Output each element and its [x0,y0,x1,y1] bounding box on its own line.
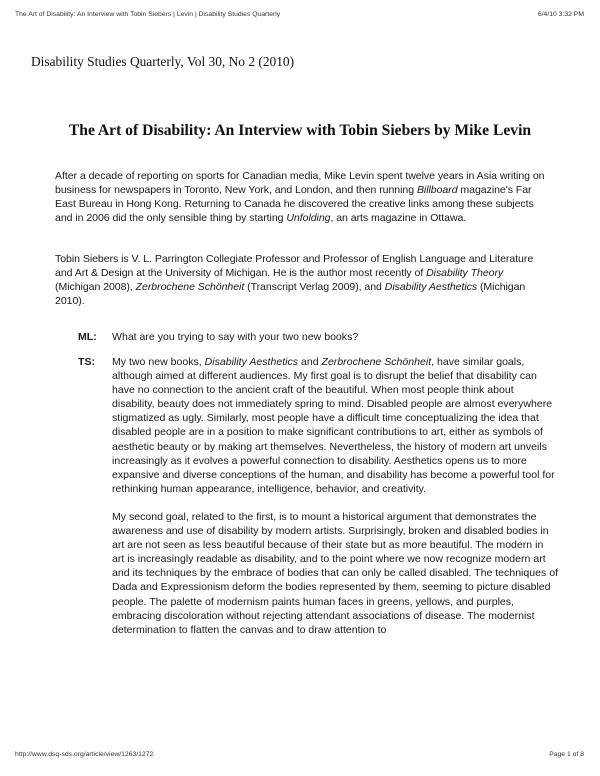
speaker-label: TS: [78,356,95,368]
interview-answer [78,355,558,651]
print-footer [0,740,600,776]
footer-url: http://www.dsq-sds.org/article/view/1263/1272 [15,751,154,758]
question-text: What are you trying to say with your two new books? [112,331,359,343]
header-page-title: The Art of Disability: An Interview with Tobin Siebers | Levin | Disability Studies Quarterly [15,11,281,18]
answer-text [112,355,558,651]
answer-paragraph: My second goal, related to the first, is to mount a historical argument that demonstrates the awareness and use of disability by modern artists. Surprisingly, broken and disabled bodies in art are not seen as less beautiful because of their state but as more beautiful. The modern in art is increasingly readable as disability, and to the point where we now recognize modern art and its techniques by the embrace of bodies that can only be called disabled. The techniques of Dada and Expressionism deform the bodies represented by them, seeming to picture disabled people. The palette of modernism paints human faces in greens, yellows, and purples, embracing discoloration without rejecting attendant associations of disease. The modernist determination to flatten the canvas and to draw attention to [112,510,558,636]
journal-citation: Disability Studies Quarterly, Vol 30, No 2 (2010) [31,54,295,69]
intro-paragraph-subject: Tobin Siebers is V. L. Parrington Collegiate Professor and Professor of English Language and Literature and Art & Design at the University of Michigan. He is the author most recently of Disability Theory (Michigan 2008), Zerbrochene Schönheit (Transcript Verlag 2009), and Disability Aesthetics (Michigan 2010). [55,253,534,308]
intro-paragraph-author: After a decade of reporting on sports for Canadian media, Mike Levin spent twelve years in Asia writing on business for newspapers in Toronto, New York, and London, and then running Billboard magazine's Far East Bureau in Hong Kong. Returning to Canada he discovered the creative links among these subjects and in 2006 did the only sensible thing by starting Unfolding, an arts magazine in Ottawa. [55,170,545,225]
interview-question [78,330,558,344]
header-datetime: 6/4/10 3:32 PM [537,11,584,18]
print-header [0,0,600,22]
article-title: The Art of Disability: An Interview with Tobin Siebers by Mike Levin [68,122,532,139]
answer-paragraph: My two new books, Disability Aesthetics and Zerbrochene Schönheit, have similar goals, although aimed at different audiences. My first goal is to disrupt the belief that disability can have no connection to the ancient craft of the beautiful. When most people think about disability, beauty does not immediately spring to mind. Disabled people are almost everywhere stigmatized as ugly. Similarly, most people have a difficult time conceptualizing the idea that disabled people are in a position to make significant contributions to art, either as symbols of aesthetic beauty or by making art themselves. Nevertheless, the history of modern art unveils increasingly as it evolves a powerful connection to disability. Aesthetics opens us to more expansive and diverse conceptions of the human, and disability has become a powerful tool for rethinking human appearance, intelligence, behavior, and creativity. [112,356,555,495]
speaker-label: ML: [78,331,97,343]
footer-page-number: Page 1 of 8 [549,751,584,758]
